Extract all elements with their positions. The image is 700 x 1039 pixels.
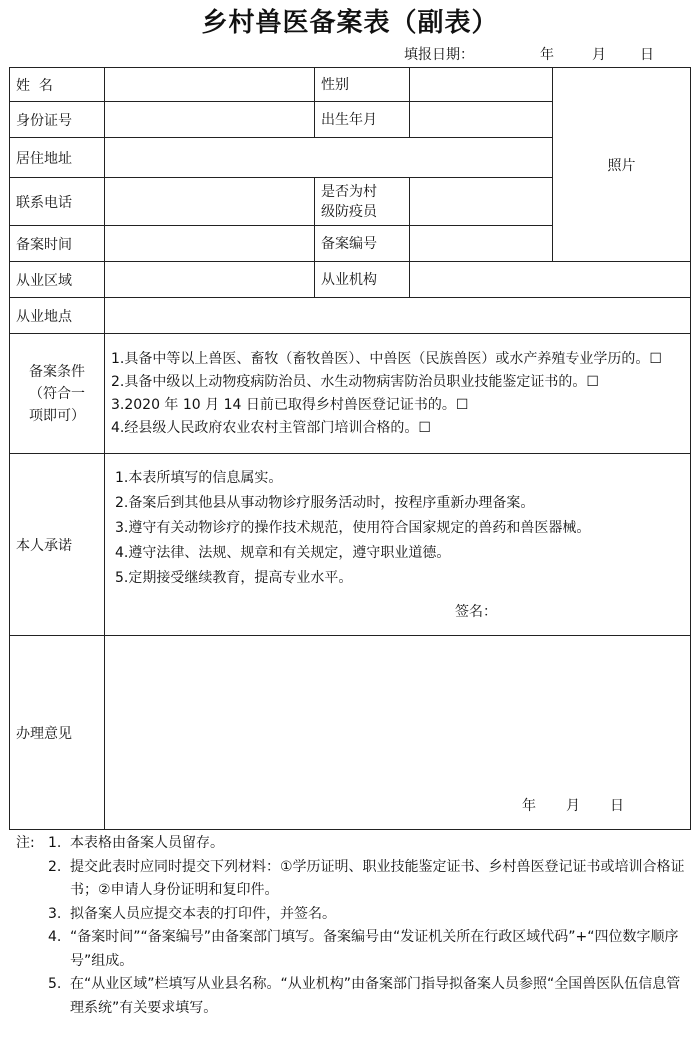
photo-box[interactable] [553,68,691,262]
practice-org-field[interactable] [410,262,691,298]
id-number-field[interactable] [105,102,315,138]
practice-area-field[interactable] [105,262,315,298]
opinion-month: 月 [566,798,580,814]
village-epidemic-label [315,178,410,226]
condition-item-1[interactable]: 1.具备中等以上兽医、畜牧（畜牧兽医）、中兽医（民族兽医）或水产养殖专业学历的。☐ [111,350,662,367]
address-label: 居住地址 [10,138,105,178]
condition-item-3[interactable]: 3.2020 年 10 月 14 日前已取得乡村兽医登记证书的。☐ [111,396,469,413]
note-text: 拟备案人员应提交本表的打印件，并签名。 [70,905,336,922]
conditions-label-line3: 项即可） [29,407,85,424]
note-number: 3. [48,905,62,922]
fill-date-year: 年 [540,47,554,63]
conditions-label-line2: （符合一 [29,385,85,402]
phone-label: 联系电话 [10,178,105,226]
name-field[interactable] [105,68,315,102]
note-number: 4. [48,929,62,945]
record-time-label: 备案时间 [10,226,105,262]
signature-label[interactable]: 签名： [455,604,497,620]
opinion-field[interactable] [105,636,691,830]
note-item [16,832,688,856]
fill-date-label: 填报日期： [404,47,474,63]
note-number: 1. [48,835,62,851]
fill-date-day: 日 [640,47,654,63]
record-form-table [9,67,691,830]
birth-field[interactable] [410,102,553,138]
note-item [16,926,688,973]
promise-item-1: 1.本表所填写的信息属实。 [115,470,283,486]
practice-org-label: 从业机构 [315,262,410,298]
note-text: 本表格由备案人员留存。 [70,835,224,851]
conditions-label-line1: 备案条件 [29,363,85,380]
village-epidemic-label-line2: 级防疫员 [321,203,377,220]
gender-label: 性别 [315,68,410,102]
record-number-field[interactable] [410,226,553,262]
opinion-label: 办理意见 [10,636,105,830]
condition-item-2[interactable]: 2.具备中级以上动物疫病防治员、水生动物病害防治员职业技能鉴定证书的。☐ [111,373,599,390]
address-field[interactable] [105,138,553,178]
gender-field[interactable] [410,68,553,102]
note-item [16,903,688,927]
birth-label: 出生年月 [315,102,410,138]
note-text: 提交此表时应同时提交下列材料：①学历证明、职业技能鉴定证书、乡村兽医登记证书或培训合格证书；②申请人身份证明和复印件。 [70,858,685,898]
promise-item-5: 5.定期接受继续教育，提高专业水平。 [115,570,353,586]
fill-date-month: 月 [592,47,606,63]
promise-label: 本人承诺 [10,454,105,636]
note-item [16,856,688,903]
note-number: 2. [48,858,62,875]
condition-item-4[interactable]: 4.经县级人民政府农业农村主管部门培训合格的。☐ [111,419,431,436]
notes-section [16,832,688,1020]
name-label: 姓 名 [10,68,105,102]
note-text: 在“从业区域”栏填写从业县名称。“从业机构”由备案部门指导拟备案人员参照“全国兽医队伍信息管理系统”有关要求填写。 [70,976,681,1016]
opinion-day: 日 [610,798,624,814]
promise-list [105,454,691,636]
record-number-label: 备案编号 [315,226,410,262]
village-epidemic-field[interactable] [410,178,553,226]
promise-item-3: 3.遵守有关动物诊疗的操作技术规范，使用符合国家规定的兽药和兽医器械。 [115,520,591,536]
conditions-list [105,334,691,454]
conditions-label [10,334,105,454]
record-time-field[interactable] [105,226,315,262]
phone-field[interactable] [105,178,315,226]
note-number: 5. [48,976,62,992]
note-text: “备案时间”“备案编号”由备案部门填写。备案编号由“发证机关所在行政区域代码”+“四位数字顺序号”组成。 [70,929,679,969]
id-number-label: 身份证号 [10,102,105,138]
village-epidemic-label-line1: 是否为村 [321,183,377,200]
promise-item-2: 2.备案后到其他县从事动物诊疗服务活动时，按程序重新办理备案。 [115,495,535,511]
note-item [16,973,688,1020]
practice-area-label: 从业区域 [10,262,105,298]
opinion-date [492,795,624,815]
photo-label: 照片 [607,157,636,174]
practice-place-field[interactable] [105,298,691,334]
notes-prefix: 注: [16,835,35,851]
promise-item-4: 4.遵守法律、法规、规章和有关规定，遵守职业道德。 [115,545,451,561]
fill-date-line [0,44,700,64]
practice-place-label: 从业地点 [10,298,105,334]
opinion-year: 年 [522,798,536,814]
form-title: 乡村兽医备案表（副表） [201,8,499,38]
